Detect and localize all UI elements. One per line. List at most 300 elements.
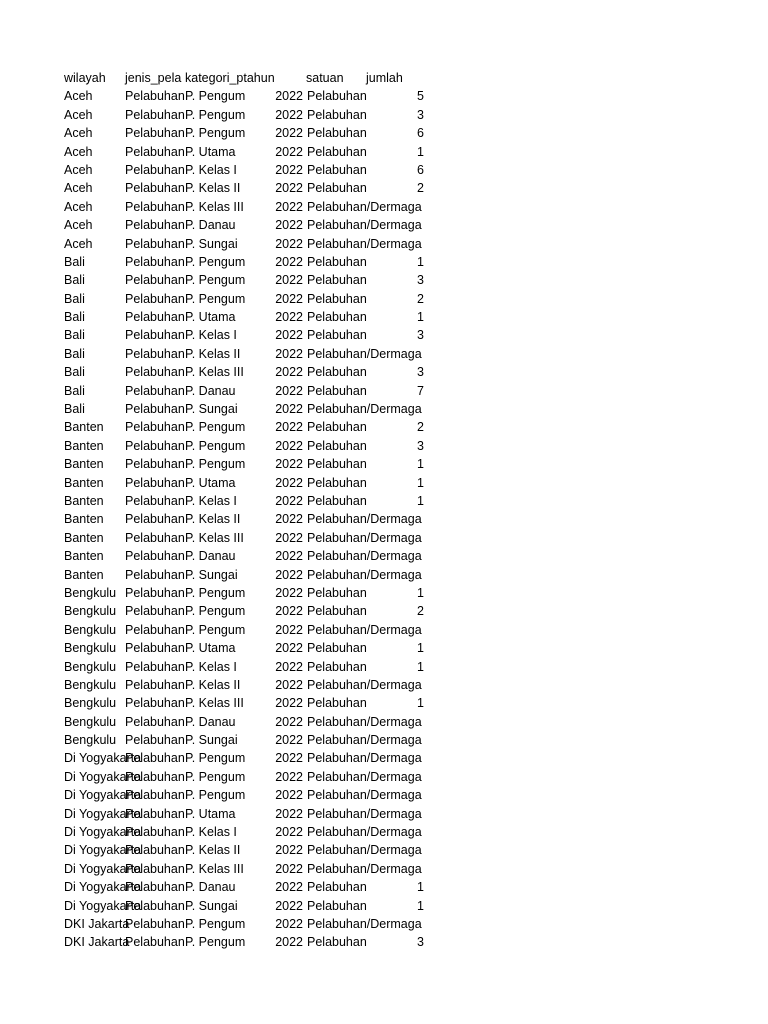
- cell-kategori[interactable]: P. Kelas I: [185, 825, 237, 840]
- cell-wilayah[interactable]: Di Yogyakarta: [64, 861, 142, 876]
- cell-kategori[interactable]: P. Pengum: [185, 107, 246, 122]
- cell-tahun[interactable]: 2022: [275, 788, 303, 803]
- cell-satuan[interactable]: Pelabuhan: [307, 880, 367, 895]
- cell-wilayah[interactable]: Di Yogyakarta: [64, 806, 142, 821]
- spreadsheet-grid: [64, 69, 744, 952]
- cell-tahun[interactable]: 2022: [275, 659, 303, 674]
- cell-tahun[interactable]: 2022: [275, 714, 303, 729]
- table-row: [64, 584, 744, 602]
- cell-wilayah[interactable]: Di Yogyakarta: [64, 843, 142, 858]
- cell-jumlah[interactable]: [384, 198, 424, 216]
- cell-jumlah[interactable]: [384, 235, 424, 253]
- cell-tahun[interactable]: 2022: [275, 769, 303, 784]
- cell-satuan[interactable]: Pelabuhan: [307, 291, 367, 306]
- cell-kategori[interactable]: P. Kelas III: [185, 365, 244, 380]
- cell-tahun[interactable]: 2022: [275, 107, 303, 122]
- cell-wilayah[interactable]: Banten: [64, 530, 104, 545]
- cell-jenis[interactable]: Pelabuhan: [125, 199, 185, 214]
- cell-jumlah[interactable]: 3: [417, 438, 424, 453]
- table-row: [64, 510, 744, 528]
- table-row: [64, 382, 744, 400]
- cell-wilayah[interactable]: Aceh: [64, 107, 93, 122]
- cell-wilayah[interactable]: Bali: [64, 328, 85, 343]
- cell-jumlah[interactable]: [384, 823, 424, 841]
- cell-jumlah[interactable]: 1: [417, 880, 424, 895]
- cell-jenis[interactable]: Pelabuhan: [125, 144, 185, 159]
- cell-tahun[interactable]: 2022: [275, 549, 303, 564]
- cell-tahun[interactable]: 2022: [275, 328, 303, 343]
- cell-jenis[interactable]: Pelabuhan: [125, 549, 185, 564]
- cell-tahun[interactable]: 2022: [275, 641, 303, 656]
- cell-jenis[interactable]: Pelabuhan: [125, 714, 185, 729]
- cell-satuan[interactable]: Pelabuhan/Dermaga: [307, 769, 422, 784]
- cell-satuan[interactable]: Pelabuhan/Dermaga: [307, 236, 422, 251]
- cell-kategori[interactable]: P. Kelas III: [185, 861, 244, 876]
- cell-tahun[interactable]: 2022: [275, 291, 303, 306]
- cell-kategori[interactable]: P. Pengum: [185, 291, 246, 306]
- cell-wilayah[interactable]: Bali: [64, 291, 85, 306]
- cell-jenis[interactable]: Pelabuhan: [125, 365, 185, 380]
- cell-jenis[interactable]: Pelabuhan: [125, 677, 185, 692]
- table-row: [64, 841, 744, 859]
- cell-kategori[interactable]: P. Danau: [185, 880, 236, 895]
- header-satuan[interactable]: satuan: [306, 71, 344, 85]
- cell-jenis[interactable]: Pelabuhan: [125, 916, 185, 931]
- cell-satuan[interactable]: Pelabuhan/Dermaga: [307, 733, 422, 748]
- cell-satuan[interactable]: Pelabuhan/Dermaga: [307, 199, 422, 214]
- cell-jenis[interactable]: Pelabuhan: [125, 659, 185, 674]
- cell-satuan[interactable]: Pelabuhan: [307, 493, 367, 508]
- cell-jumlah[interactable]: 2: [417, 604, 424, 619]
- cell-jenis[interactable]: Pelabuhan: [125, 806, 185, 821]
- cell-satuan[interactable]: Pelabuhan: [307, 438, 367, 453]
- cell-jumlah[interactable]: 1: [417, 310, 424, 325]
- cell-kategori[interactable]: P. Pengum: [185, 273, 246, 288]
- cell-satuan[interactable]: Pelabuhan: [307, 328, 367, 343]
- cell-wilayah[interactable]: Bali: [64, 273, 85, 288]
- cell-jenis[interactable]: Pelabuhan: [125, 733, 185, 748]
- cell-jumlah[interactable]: 3: [417, 935, 424, 950]
- cell-kategori[interactable]: P. Pengum: [185, 254, 246, 269]
- cell-kategori[interactable]: P. Sungai: [185, 236, 238, 251]
- cell-satuan[interactable]: Pelabuhan/Dermaga: [307, 567, 422, 582]
- cell-jumlah[interactable]: [384, 841, 424, 859]
- cell-tahun[interactable]: 2022: [275, 273, 303, 288]
- cell-jenis[interactable]: Pelabuhan: [125, 107, 185, 122]
- cell-jenis[interactable]: Pelabuhan: [125, 383, 185, 398]
- cell-satuan[interactable]: Pelabuhan: [307, 935, 367, 950]
- cell-wilayah[interactable]: Di Yogyakarta: [64, 769, 142, 784]
- cell-jumlah[interactable]: 2: [417, 181, 424, 196]
- cell-jenis[interactable]: Pelabuhan: [125, 622, 185, 637]
- cell-jumlah[interactable]: [384, 768, 424, 786]
- cell-kategori[interactable]: P. Kelas I: [185, 328, 237, 343]
- cell-satuan[interactable]: Pelabuhan/Dermaga: [307, 916, 422, 931]
- cell-jenis[interactable]: Pelabuhan: [125, 126, 185, 141]
- cell-wilayah[interactable]: Bengkulu: [64, 677, 117, 692]
- cell-satuan[interactable]: Pelabuhan: [307, 457, 367, 472]
- cell-kategori[interactable]: P. Kelas II: [185, 512, 241, 527]
- cell-jenis[interactable]: Pelabuhan: [125, 254, 185, 269]
- cell-wilayah[interactable]: Banten: [64, 438, 104, 453]
- cell-tahun[interactable]: 2022: [275, 861, 303, 876]
- cell-tahun[interactable]: 2022: [275, 89, 303, 104]
- cell-kategori[interactable]: P. Kelas II: [185, 677, 241, 692]
- cell-jenis[interactable]: Pelabuhan: [125, 604, 185, 619]
- cell-wilayah[interactable]: Bali: [64, 365, 85, 380]
- cell-kategori[interactable]: P. Utama: [185, 310, 236, 325]
- cell-satuan[interactable]: Pelabuhan: [307, 89, 367, 104]
- cell-kategori[interactable]: P. Danau: [185, 714, 236, 729]
- cell-satuan[interactable]: Pelabuhan: [307, 898, 367, 913]
- cell-kategori[interactable]: P. Danau: [185, 383, 236, 398]
- cell-satuan[interactable]: Pelabuhan/Dermaga: [307, 843, 422, 858]
- cell-kategori[interactable]: P. Pengum: [185, 89, 246, 104]
- cell-jenis[interactable]: Pelabuhan: [125, 89, 185, 104]
- cell-jumlah[interactable]: 3: [417, 107, 424, 122]
- cell-tahun[interactable]: 2022: [275, 420, 303, 435]
- cell-wilayah[interactable]: Banten: [64, 567, 104, 582]
- cell-satuan[interactable]: Pelabuhan/Dermaga: [307, 806, 422, 821]
- cell-wilayah[interactable]: Di Yogyakarta: [64, 880, 142, 895]
- cell-kategori[interactable]: P. Kelas II: [185, 843, 241, 858]
- cell-wilayah[interactable]: Bengkulu: [64, 585, 117, 600]
- cell-satuan[interactable]: Pelabuhan: [307, 659, 367, 674]
- cell-tahun[interactable]: 2022: [275, 254, 303, 269]
- cell-wilayah[interactable]: Di Yogyakarta: [64, 788, 142, 803]
- cell-jenis[interactable]: Pelabuhan: [125, 218, 185, 233]
- cell-satuan[interactable]: Pelabuhan/Dermaga: [307, 402, 422, 417]
- cell-satuan[interactable]: Pelabuhan: [307, 144, 367, 159]
- cell-jumlah[interactable]: [384, 749, 424, 767]
- cell-tahun[interactable]: 2022: [275, 310, 303, 325]
- cell-kategori[interactable]: P. Danau: [185, 218, 236, 233]
- cell-kategori[interactable]: P. Pengum: [185, 935, 246, 950]
- cell-tahun[interactable]: 2022: [275, 585, 303, 600]
- cell-jumlah[interactable]: 3: [417, 273, 424, 288]
- cell-satuan[interactable]: Pelabuhan/Dermaga: [307, 530, 422, 545]
- cell-jenis[interactable]: Pelabuhan: [125, 273, 185, 288]
- cell-kategori[interactable]: P. Pengum: [185, 420, 246, 435]
- cell-wilayah[interactable]: Bali: [64, 383, 85, 398]
- cell-tahun[interactable]: 2022: [275, 898, 303, 913]
- header-kategori[interactable]: kategori_ptahun: [185, 71, 275, 85]
- cell-jumlah[interactable]: [384, 786, 424, 804]
- cell-wilayah[interactable]: Bengkulu: [64, 604, 117, 619]
- cell-wilayah[interactable]: Aceh: [64, 144, 93, 159]
- cell-satuan[interactable]: Pelabuhan: [307, 696, 367, 711]
- cell-kategori[interactable]: P. Pengum: [185, 604, 246, 619]
- cell-jumlah[interactable]: 2: [417, 291, 424, 306]
- cell-jenis[interactable]: Pelabuhan: [125, 291, 185, 306]
- cell-tahun[interactable]: 2022: [275, 383, 303, 398]
- cell-tahun[interactable]: 2022: [275, 935, 303, 950]
- cell-tahun[interactable]: 2022: [275, 475, 303, 490]
- cell-kategori[interactable]: P. Pengum: [185, 769, 246, 784]
- cell-jenis[interactable]: Pelabuhan: [125, 438, 185, 453]
- cell-jumlah[interactable]: 1: [417, 254, 424, 269]
- table-row: [64, 878, 744, 896]
- cell-wilayah[interactable]: Bengkulu: [64, 659, 117, 674]
- cell-satuan[interactable]: Pelabuhan: [307, 181, 367, 196]
- cell-satuan[interactable]: Pelabuhan: [307, 107, 367, 122]
- cell-satuan[interactable]: Pelabuhan: [307, 273, 367, 288]
- table-row: [64, 768, 744, 786]
- cell-jenis[interactable]: Pelabuhan: [125, 162, 185, 177]
- cell-satuan[interactable]: Pelabuhan/Dermaga: [307, 677, 422, 692]
- cell-wilayah[interactable]: Di Yogyakarta: [64, 751, 142, 766]
- cell-kategori[interactable]: P. Kelas II: [185, 181, 241, 196]
- cell-tahun[interactable]: 2022: [275, 825, 303, 840]
- cell-kategori[interactable]: P. Pengum: [185, 438, 246, 453]
- cell-jumlah[interactable]: [384, 400, 424, 418]
- cell-jenis[interactable]: Pelabuhan: [125, 346, 185, 361]
- cell-kategori[interactable]: P. Pengum: [185, 126, 246, 141]
- cell-wilayah[interactable]: Aceh: [64, 199, 93, 214]
- cell-kategori[interactable]: P. Pengum: [185, 788, 246, 803]
- cell-tahun[interactable]: 2022: [275, 162, 303, 177]
- cell-jumlah[interactable]: [384, 860, 424, 878]
- cell-jenis[interactable]: Pelabuhan: [125, 843, 185, 858]
- cell-tahun[interactable]: 2022: [275, 806, 303, 821]
- cell-jumlah[interactable]: 1: [417, 898, 424, 913]
- cell-satuan[interactable]: Pelabuhan: [307, 365, 367, 380]
- cell-jenis[interactable]: Pelabuhan: [125, 530, 185, 545]
- cell-kategori[interactable]: P. Sungai: [185, 733, 238, 748]
- cell-jumlah[interactable]: 3: [417, 328, 424, 343]
- cell-jumlah[interactable]: 3: [417, 365, 424, 380]
- cell-jumlah[interactable]: [384, 713, 424, 731]
- cell-jumlah[interactable]: 1: [417, 457, 424, 472]
- cell-jumlah[interactable]: 1: [417, 696, 424, 711]
- header-jenis[interactable]: jenis_pela: [125, 71, 182, 85]
- cell-kategori[interactable]: P. Sungai: [185, 402, 238, 417]
- cell-wilayah[interactable]: Aceh: [64, 89, 93, 104]
- cell-tahun[interactable]: 2022: [275, 733, 303, 748]
- cell-satuan[interactable]: Pelabuhan: [307, 310, 367, 325]
- cell-wilayah[interactable]: Bali: [64, 254, 85, 269]
- cell-satuan[interactable]: Pelabuhan/Dermaga: [307, 512, 422, 527]
- cell-jenis[interactable]: Pelabuhan: [125, 493, 185, 508]
- cell-tahun[interactable]: 2022: [275, 696, 303, 711]
- cell-satuan[interactable]: Pelabuhan/Dermaga: [307, 714, 422, 729]
- cell-wilayah[interactable]: Aceh: [64, 126, 93, 141]
- cell-jenis[interactable]: Pelabuhan: [125, 641, 185, 656]
- cell-wilayah[interactable]: Bengkulu: [64, 733, 117, 748]
- cell-kategori[interactable]: P. Kelas I: [185, 493, 237, 508]
- cell-wilayah[interactable]: Aceh: [64, 218, 93, 233]
- cell-tahun[interactable]: 2022: [275, 144, 303, 159]
- cell-tahun[interactable]: 2022: [275, 622, 303, 637]
- cell-wilayah[interactable]: Aceh: [64, 236, 93, 251]
- cell-tahun[interactable]: 2022: [275, 218, 303, 233]
- cell-tahun[interactable]: 2022: [275, 126, 303, 141]
- cell-tahun[interactable]: 2022: [275, 751, 303, 766]
- cell-tahun[interactable]: 2022: [275, 181, 303, 196]
- cell-satuan[interactable]: Pelabuhan: [307, 641, 367, 656]
- cell-jenis[interactable]: Pelabuhan: [125, 880, 185, 895]
- cell-satuan[interactable]: Pelabuhan/Dermaga: [307, 549, 422, 564]
- cell-satuan[interactable]: Pelabuhan: [307, 475, 367, 490]
- cell-satuan[interactable]: Pelabuhan/Dermaga: [307, 346, 422, 361]
- cell-tahun[interactable]: 2022: [275, 457, 303, 472]
- cell-kategori[interactable]: P. Kelas III: [185, 199, 244, 214]
- cell-kategori[interactable]: P. Kelas II: [185, 346, 241, 361]
- table-row: [64, 216, 744, 234]
- cell-tahun[interactable]: 2022: [275, 880, 303, 895]
- cell-kategori[interactable]: P. Kelas III: [185, 696, 244, 711]
- cell-kategori[interactable]: P. Pengum: [185, 457, 246, 472]
- cell-wilayah[interactable]: Bengkulu: [64, 641, 117, 656]
- cell-satuan[interactable]: Pelabuhan: [307, 126, 367, 141]
- cell-jumlah[interactable]: [384, 345, 424, 363]
- cell-wilayah[interactable]: DKI Jakarta: [64, 916, 130, 931]
- cell-jenis[interactable]: Pelabuhan: [125, 420, 185, 435]
- cell-jenis[interactable]: Pelabuhan: [125, 898, 185, 913]
- cell-wilayah[interactable]: Banten: [64, 493, 104, 508]
- cell-satuan[interactable]: Pelabuhan/Dermaga: [307, 788, 422, 803]
- cell-kategori[interactable]: P. Kelas III: [185, 530, 244, 545]
- cell-tahun[interactable]: 2022: [275, 493, 303, 508]
- cell-wilayah[interactable]: Banten: [64, 475, 104, 490]
- table-row: [64, 749, 744, 767]
- cell-jumlah[interactable]: 6: [417, 126, 424, 141]
- cell-tahun[interactable]: 2022: [275, 438, 303, 453]
- cell-jumlah[interactable]: 1: [417, 585, 424, 600]
- cell-wilayah[interactable]: Bali: [64, 402, 85, 417]
- cell-kategori[interactable]: P. Pengum: [185, 916, 246, 931]
- cell-kategori[interactable]: P. Utama: [185, 641, 236, 656]
- table-row: [64, 823, 744, 841]
- cell-tahun[interactable]: 2022: [275, 530, 303, 545]
- table-row: [64, 621, 744, 639]
- cell-kategori[interactable]: P. Utama: [185, 475, 236, 490]
- cell-tahun[interactable]: 2022: [275, 677, 303, 692]
- cell-kategori[interactable]: P. Danau: [185, 549, 236, 564]
- cell-jenis[interactable]: Pelabuhan: [125, 567, 185, 582]
- header-wilayah[interactable]: wilayah: [64, 71, 106, 85]
- cell-wilayah[interactable]: Bengkulu: [64, 696, 117, 711]
- cell-kategori[interactable]: P. Pengum: [185, 585, 246, 600]
- cell-satuan[interactable]: Pelabuhan: [307, 604, 367, 619]
- cell-jenis[interactable]: Pelabuhan: [125, 769, 185, 784]
- cell-wilayah[interactable]: Bengkulu: [64, 622, 117, 637]
- cell-wilayah[interactable]: Bengkulu: [64, 714, 117, 729]
- cell-wilayah[interactable]: Di Yogyakarta: [64, 898, 142, 913]
- cell-tahun[interactable]: 2022: [275, 567, 303, 582]
- cell-satuan[interactable]: Pelabuhan: [307, 420, 367, 435]
- cell-jumlah[interactable]: 5: [417, 89, 424, 104]
- cell-jenis[interactable]: Pelabuhan: [125, 935, 185, 950]
- cell-tahun[interactable]: 2022: [275, 236, 303, 251]
- cell-tahun[interactable]: 2022: [275, 916, 303, 931]
- cell-jenis[interactable]: Pelabuhan: [125, 751, 185, 766]
- cell-jumlah[interactable]: [384, 216, 424, 234]
- cell-wilayah[interactable]: Banten: [64, 420, 104, 435]
- cell-wilayah[interactable]: Bali: [64, 310, 85, 325]
- cell-jumlah[interactable]: 1: [417, 659, 424, 674]
- cell-satuan[interactable]: Pelabuhan: [307, 162, 367, 177]
- cell-jumlah[interactable]: [384, 529, 424, 547]
- cell-kategori[interactable]: P. Utama: [185, 806, 236, 821]
- cell-tahun[interactable]: 2022: [275, 843, 303, 858]
- cell-jenis[interactable]: Pelabuhan: [125, 475, 185, 490]
- cell-jumlah[interactable]: [384, 731, 424, 749]
- cell-wilayah[interactable]: DKI Jakarta: [64, 935, 130, 950]
- cell-satuan[interactable]: Pelabuhan/Dermaga: [307, 825, 422, 840]
- cell-satuan[interactable]: Pelabuhan/Dermaga: [307, 218, 422, 233]
- cell-kategori[interactable]: P. Kelas I: [185, 162, 237, 177]
- cell-jenis[interactable]: Pelabuhan: [125, 512, 185, 527]
- cell-wilayah[interactable]: Banten: [64, 512, 104, 527]
- cell-jenis[interactable]: Pelabuhan: [125, 457, 185, 472]
- cell-satuan[interactable]: Pelabuhan: [307, 383, 367, 398]
- cell-tahun[interactable]: 2022: [275, 199, 303, 214]
- cell-jenis[interactable]: Pelabuhan: [125, 585, 185, 600]
- cell-kategori[interactable]: P. Pengum: [185, 622, 246, 637]
- cell-kategori[interactable]: P. Utama: [185, 144, 236, 159]
- table-row: [64, 235, 744, 253]
- cell-satuan[interactable]: Pelabuhan: [307, 585, 367, 600]
- header-jumlah[interactable]: jumlah: [366, 71, 403, 85]
- cell-jenis[interactable]: Pelabuhan: [125, 861, 185, 876]
- cell-jenis[interactable]: Pelabuhan: [125, 696, 185, 711]
- cell-jumlah[interactable]: 1: [417, 475, 424, 490]
- cell-jenis[interactable]: Pelabuhan: [125, 181, 185, 196]
- cell-satuan[interactable]: Pelabuhan: [307, 254, 367, 269]
- cell-wilayah[interactable]: Banten: [64, 549, 104, 564]
- cell-jumlah[interactable]: [384, 915, 424, 933]
- table-row: [64, 87, 744, 105]
- cell-satuan[interactable]: Pelabuhan/Dermaga: [307, 751, 422, 766]
- cell-jumlah[interactable]: [384, 805, 424, 823]
- cell-jumlah[interactable]: [384, 510, 424, 528]
- cell-tahun[interactable]: 2022: [275, 365, 303, 380]
- cell-wilayah[interactable]: Aceh: [64, 181, 93, 196]
- cell-tahun[interactable]: 2022: [275, 604, 303, 619]
- cell-wilayah[interactable]: Bali: [64, 346, 85, 361]
- cell-jumlah[interactable]: 1: [417, 641, 424, 656]
- cell-jumlah[interactable]: 6: [417, 162, 424, 177]
- cell-jumlah[interactable]: 1: [417, 493, 424, 508]
- cell-kategori[interactable]: P. Sungai: [185, 898, 238, 913]
- cell-jenis[interactable]: Pelabuhan: [125, 788, 185, 803]
- cell-jumlah[interactable]: [384, 547, 424, 565]
- cell-kategori[interactable]: P. Kelas I: [185, 659, 237, 674]
- cell-jenis[interactable]: Pelabuhan: [125, 236, 185, 251]
- cell-jumlah[interactable]: [384, 621, 424, 639]
- cell-satuan[interactable]: Pelabuhan/Dermaga: [307, 861, 422, 876]
- cell-tahun[interactable]: 2022: [275, 512, 303, 527]
- cell-wilayah[interactable]: Di Yogyakarta: [64, 825, 142, 840]
- cell-kategori[interactable]: P. Pengum: [185, 751, 246, 766]
- cell-jenis[interactable]: Pelabuhan: [125, 402, 185, 417]
- cell-jenis[interactable]: Pelabuhan: [125, 328, 185, 343]
- cell-kategori[interactable]: P. Sungai: [185, 567, 238, 582]
- cell-tahun[interactable]: 2022: [275, 346, 303, 361]
- cell-jumlah[interactable]: 2: [417, 420, 424, 435]
- cell-jumlah[interactable]: [384, 676, 424, 694]
- cell-wilayah[interactable]: Banten: [64, 457, 104, 472]
- cell-jumlah[interactable]: [384, 566, 424, 584]
- cell-wilayah[interactable]: Aceh: [64, 162, 93, 177]
- cell-satuan[interactable]: Pelabuhan/Dermaga: [307, 622, 422, 637]
- cell-jumlah[interactable]: 7: [417, 383, 424, 398]
- cell-tahun[interactable]: 2022: [275, 402, 303, 417]
- cell-jumlah[interactable]: 1: [417, 144, 424, 159]
- cell-jenis[interactable]: Pelabuhan: [125, 825, 185, 840]
- cell-jenis[interactable]: Pelabuhan: [125, 310, 185, 325]
